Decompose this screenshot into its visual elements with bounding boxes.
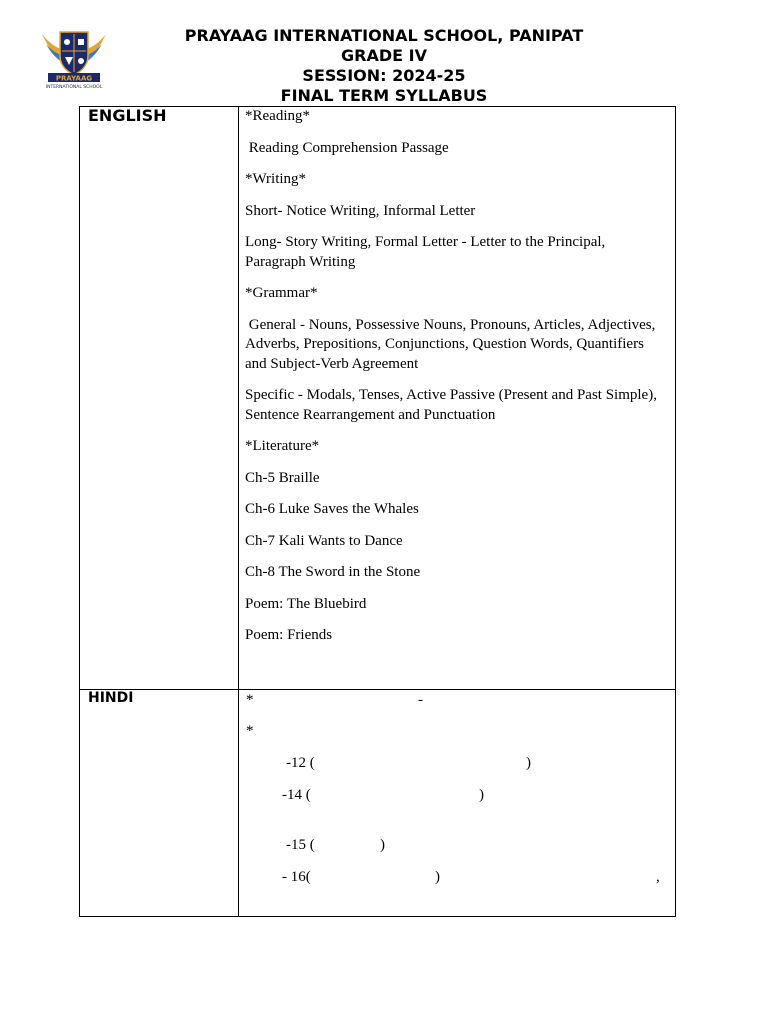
subject-cell-hindi [80, 690, 239, 917]
list-item: Ch-5 Braille [245, 469, 320, 486]
content-cell-english [239, 107, 676, 690]
list-item: Ch-7 Kali Wants to Dance [245, 532, 403, 549]
hindi-fragment: -14 ( [282, 787, 311, 803]
logo-text-bottom: INTERNATIONAL SCHOOL [45, 85, 103, 90]
list-item: General - Nouns, Possessive Nouns, Pronouns, Articles, Adjectives, Adverbs, Prepositions, Conjunctions, Question Words, Quantifiers and Subject-Verb Agreement [245, 316, 659, 372]
list-item: Short- Notice Writing, Informal Letter [245, 202, 476, 219]
syllabus-title: FINAL TERM SYLLABUS [280, 86, 488, 105]
hindi-fragment: -12 ( [286, 755, 315, 771]
hindi-fragment: ) [526, 755, 531, 771]
document-header [0, 26, 768, 106]
content-cell-hindi [239, 690, 676, 917]
hindi-fragment: ) [479, 787, 484, 803]
hindi-fragment: , [656, 869, 660, 885]
hindi-fragment: * [246, 723, 254, 739]
hindi-fragment: ) [435, 869, 440, 885]
hindi-topic-list [239, 690, 675, 916]
english-topic-list [239, 107, 675, 646]
list-item: Poem: The Bluebird [245, 595, 367, 612]
list-item: Ch-8 The Sword in the Stone [245, 564, 421, 580]
subject-cell-english [80, 107, 239, 690]
hindi-fragment: ) [380, 837, 385, 853]
hindi-fragment: * [246, 692, 254, 708]
session-line: SESSION: 2024-25 [302, 66, 466, 85]
syllabus-table [79, 106, 676, 917]
grade-line: GRADE IV [341, 46, 427, 65]
hindi-fragment: - [418, 692, 423, 708]
table-row-hindi [80, 690, 676, 917]
list-item: *Reading* [245, 108, 310, 124]
list-item: *Literature* [245, 438, 320, 454]
list-item: Long- Story Writing, Formal Letter - Letter to the Principal, Paragraph Writing [245, 234, 606, 270]
school-name: PRAYAAG INTERNATIONAL SCHOOL, PANIPAT [184, 26, 584, 45]
list-item: *Grammar* [245, 285, 318, 301]
subject-label-english: ENGLISH [88, 106, 167, 125]
list-item: Poem: Friends [245, 627, 333, 643]
subject-label-hindi: HINDI [88, 690, 134, 706]
list-item: Specific - Modals, Tenses, Active Passive (Present and Past Simple), Sentence Rearrangement and Punctuation [245, 387, 657, 423]
list-item: Ch-6 Luke Saves the Whales [245, 501, 419, 517]
table-row-english [80, 107, 676, 690]
list-item: Reading Comprehension Passage [245, 139, 449, 156]
logo-text-top: PRAYAAG [55, 74, 93, 83]
hindi-fragment: -15 ( [286, 837, 315, 853]
list-item: *Writing* [245, 171, 307, 187]
hindi-fragment: - 16( [282, 869, 311, 885]
